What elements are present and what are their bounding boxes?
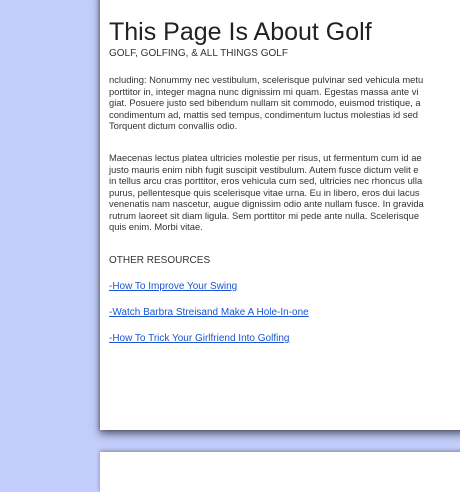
body-paragraph-1 xyxy=(109,74,423,132)
page-subtitle: GOLF, GOLFING, & ALL THINGS GOLF xyxy=(109,48,288,59)
paragraph-line: Torquent dictum convallis odio. xyxy=(109,120,238,131)
body-paragraph-2 xyxy=(109,152,424,233)
page-title: This Page Is About Golf xyxy=(109,18,372,46)
link-barbra-streisand-hole-in-one[interactable]: -Watch Barbra Streisand Make A Hole-In-one xyxy=(109,307,309,318)
paragraph-line: quis enim. Morbi vitae. xyxy=(109,221,203,232)
page-card xyxy=(100,0,460,430)
link-improve-swing[interactable]: -How To Improve Your Swing xyxy=(109,281,238,292)
link-trick-girlfriend-golfing[interactable]: -How To Trick Your Girlfriend Into Golfing xyxy=(109,333,290,344)
paragraph-line: justo mauris enim nibh fugit suscipit vestibulum. Autem fusce dictum velit e xyxy=(109,163,419,175)
paragraph-line: giat. Posuere justo sed bibendum nullam sit commodo, euismod tristique, a xyxy=(109,97,421,108)
paragraph-line: ncluding: Nonummy nec vestibulum, scelerisque pulvinar sed vehicula metu xyxy=(109,74,424,85)
paragraph-line: rutrum laoreet sit diam ligula. Sem porttitor mi pede ante nulla. Scelerisque xyxy=(109,209,420,221)
paragraph-line: porttitor in, integer magna nunc dignissim mi quam. Egestas massa ante vi xyxy=(109,85,419,97)
other-resources-heading: OTHER RESOURCES xyxy=(109,255,211,266)
next-page-card xyxy=(100,452,460,492)
paragraph-line: condimentum ad, mattis sed tempus, condimentum luctus molestias id sed xyxy=(109,108,418,120)
paragraph-line: in tellus arcu cras porttitor, eros vehicula cum sed, ultricies nec rhoncus ulla xyxy=(109,175,423,186)
paragraph-line: venenatis nam nascetur, augue dignissim odio ante nullam fusce. In gravida xyxy=(109,198,424,209)
paragraph-line: purus, pellentesque quis scelerisque vitae urna. Eu in libero, eros dui lacus xyxy=(109,186,420,198)
paragraph-line: Maecenas lectus platea ultricies molestie per risus, ut fermentum cum id ae xyxy=(109,152,422,163)
